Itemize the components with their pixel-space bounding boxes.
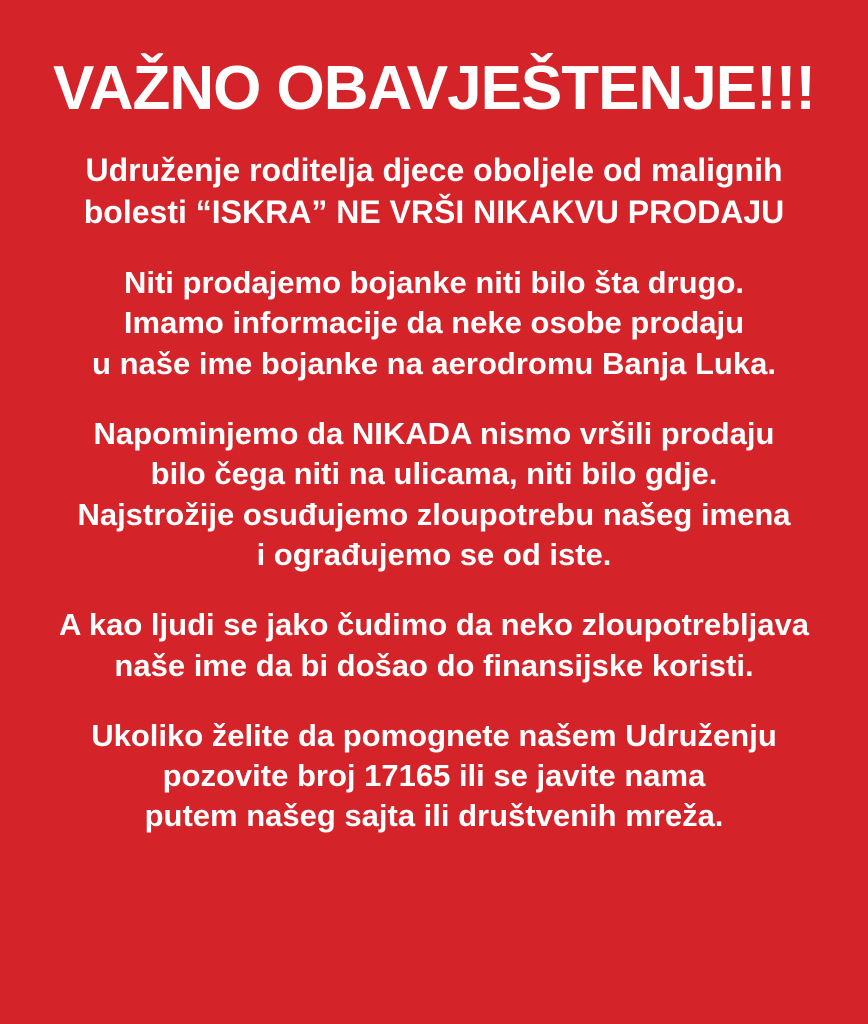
paragraph-intro-line-2: bolesti “ISKRA” NE VRŠI NIKAKVU PRODAJU	[83, 193, 785, 230]
paragraph-no-sales-line-3: u naše ime bojanke na aerodromu Banja Luka.	[92, 345, 776, 381]
paragraph-never-sold-line-3: Najstrožije osuđujemo zloupotrebu našeg imena	[77, 496, 791, 532]
paragraph-wonder-line-2: naše ime da bi došao do finansijske koristi.	[114, 647, 754, 683]
paragraph-help	[91, 716, 777, 837]
paragraph-intro-line-1: Udruženje roditelja djece oboljele od malignih	[85, 152, 783, 188]
page-title: VAŽNO OBAVJEŠTENJE!!!	[52, 54, 816, 123]
paragraph-never-sold-line-4: i ograđujemo se od iste.	[256, 536, 612, 572]
paragraph-no-sales-line-1: Niti prodajemo bojanke niti bilo šta drugo.	[123, 265, 745, 301]
paragraph-help-line-2: pozovite broj 17165 ili se javite nama	[162, 758, 706, 794]
paragraph-no-sales-line-2: Imamo informacije da neke osobe prodaju	[123, 305, 745, 341]
paragraph-help-line-1: Ukoliko želite da pomognete našem Udruženju	[91, 717, 777, 753]
paragraph-no-sales	[92, 263, 776, 384]
paragraph-never-sold-line-1: Napominjemo da NIKADA nismo vršili prodaju	[93, 416, 775, 452]
paragraph-wonder-line-1: A kao ljudi se jako čudimo da neko zloupotrebljava	[59, 607, 809, 643]
paragraph-intro	[84, 150, 785, 233]
paragraph-never-sold-line-2: bilo čega niti na ulicama, niti bilo gdje.	[150, 456, 718, 492]
paragraph-wonder	[59, 605, 809, 686]
paragraph-never-sold	[77, 414, 790, 575]
paragraph-help-line-3: putem našeg sajta ili društvenih mreža.	[144, 798, 724, 834]
